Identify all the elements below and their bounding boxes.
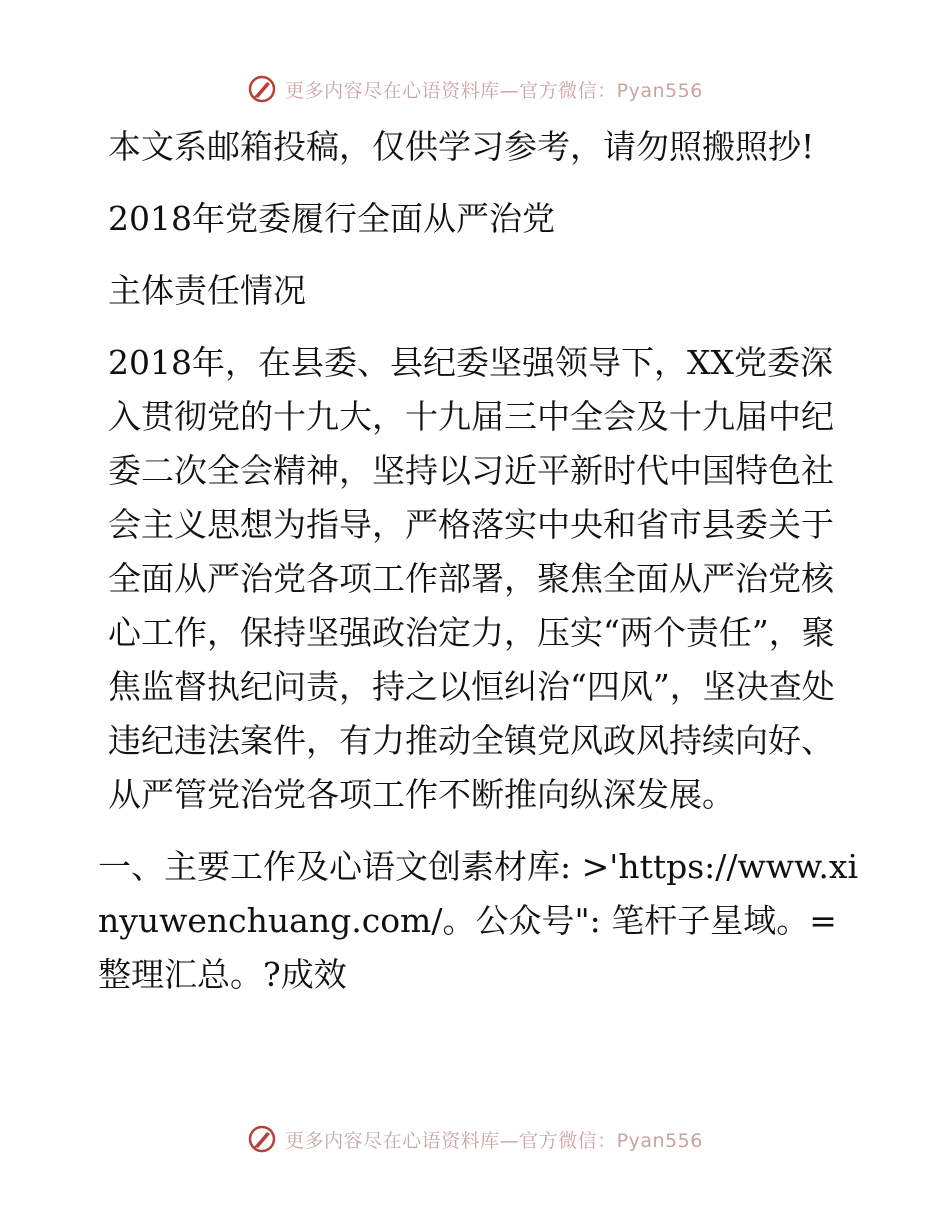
body-paragraph: 2018年，在县委、县纪委坚强领导下，XX党委深入贯彻党的十九大，十九届三中全会及十九届中纪委二次全会精神，坚持以习近平新时代中国特色社会主义思想为指导，严格落实中央和省市县委关于全面从严治党各项工作部署，聚焦全面从严治党核心工作，保持坚强政治定力，压实“两个责任”，聚焦监督执纪问责，持之以恒纠治“四风”，坚决查处违纪违法案件，有力推动全镇党风政风持续向好、从严管党治党各项工作不断推向纵深发展。 [108, 343, 835, 814]
section-heading: 一、主要工作及心语文创素材库: >'https://www.xinyuwenchuang.com/。公众号": 笔杆子星域。=整理汇总。?成效 [98, 847, 858, 994]
feather-pen-circle-icon [247, 1124, 277, 1154]
document-body [98, 120, 858, 1002]
notice-paragraph: 本文系邮箱投稿，仅供学习参考，请勿照搬照抄! [108, 127, 815, 166]
watermark-text: 更多内容尽在心语资料库—官方微信：Pyan556 [285, 1129, 703, 1152]
watermark-text: 更多内容尽在心语资料库—官方微信：Pyan556 [285, 79, 703, 102]
document-title-line-1: 2018年党委履行全面从严治党 [108, 199, 555, 238]
footer-watermark [0, 1124, 950, 1154]
header-watermark [0, 74, 950, 104]
document-title-line-2: 主体责任情况 [108, 271, 306, 310]
feather-pen-circle-icon [247, 74, 277, 104]
